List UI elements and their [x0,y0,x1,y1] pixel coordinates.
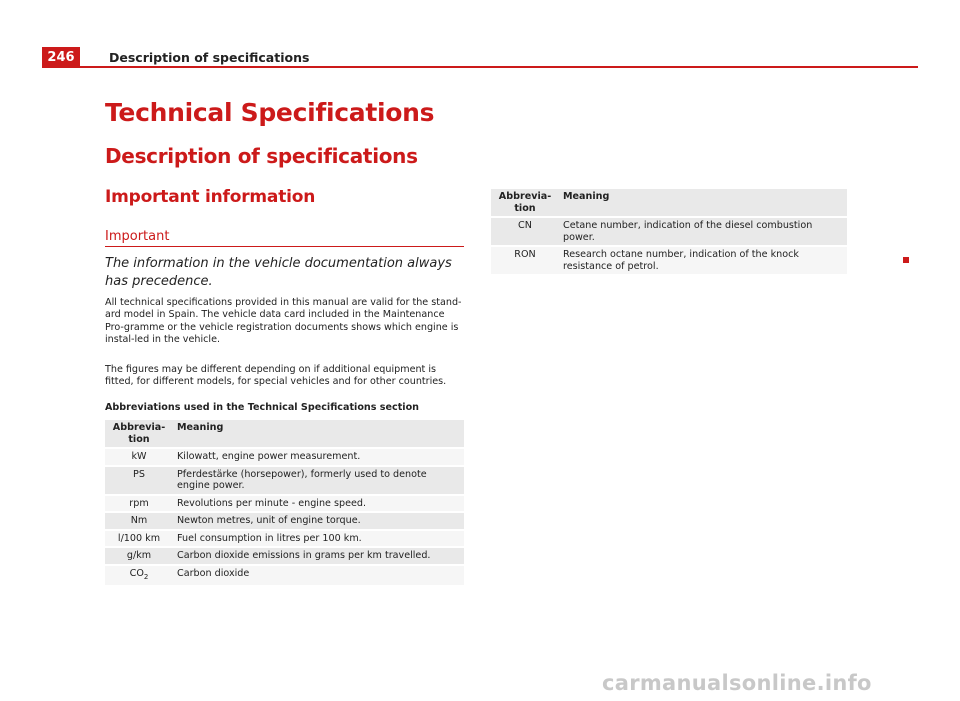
abbr-column-header: Abbrevia-tion [491,189,559,216]
abbr-cell [105,566,173,585]
abbr-column-header: Abbrevia-tion [105,420,173,447]
meaning-column-header: Meaning [173,420,464,447]
meaning-cell: Research octane number, indication of the knock resistance of petrol. [559,247,847,274]
abbr-co-subscript: 2 [143,572,149,581]
running-title: Description of specifications [109,50,310,65]
lead-text: The information in the vehicle documentation always has precedence. [105,256,452,289]
table-row [105,513,464,529]
table-row [105,531,464,547]
note-heading-rule [105,246,464,247]
abbr-cell: kW [105,449,173,465]
abbr-cell: g/km [105,548,173,564]
page-number: 246 [42,47,80,68]
abbr-co-text: CO [129,567,144,579]
table-header-row [105,420,464,447]
page-title: Technical Specifications [105,98,435,127]
table-row [105,467,464,494]
abbr-cell: RON [491,247,559,274]
meaning-cell: Newton metres, unit of engine torque. [173,513,464,529]
abbreviations-table [105,418,464,587]
abbr-cell: CN [491,218,559,245]
meaning-cell: Cetane number, indication of the diesel combustion power. [559,218,847,245]
table-row [105,548,464,564]
abbr-cell: PS [105,467,173,494]
meaning-cell: Revolutions per minute - engine speed. [173,496,464,512]
abbreviations-heading: Abbreviations used in the Technical Specifications section [105,402,420,413]
abbr-cell: Nm [105,513,173,529]
note-heading: Important [105,229,170,244]
meaning-cell: Carbon dioxide [173,566,464,585]
meaning-cell: Carbon dioxide emissions in grams per km travelled. [173,548,464,564]
table-row [105,496,464,512]
abbreviations-table-continued [491,187,847,276]
table-row [105,449,464,465]
abbr-cell: l/100 km [105,531,173,547]
meaning-cell: Pferdestärke (horsepower), formerly used to denote engine power. [173,467,464,494]
subsection-title: Important information [105,187,316,207]
table-row [491,218,847,245]
table-row [491,247,847,274]
paragraph-2: The figures may be different depending on if additional equipment is fitted, for different models, for special vehicles and for other countries. [105,364,447,388]
meaning-cell: Kilowatt, engine power measurement. [173,449,464,465]
meaning-cell: Fuel consumption in litres per 100 km. [173,531,464,547]
meaning-column-header: Meaning [559,189,847,216]
header-rule [42,66,918,68]
paragraph-1: All technical specifications provided in this manual are valid for the stand-ard model in Spain. The vehicle data card included in the Maintenance Pro-gramme or the vehicle registration documents shows which engine is instal-led in the vehicle. [105,297,462,345]
watermark: carmanualsonline.info [602,671,872,695]
table-header-row [491,189,847,216]
table-row [105,566,464,585]
section-end-marker [903,257,909,263]
section-title: Description of specifications [105,144,418,168]
abbr-cell: rpm [105,496,173,512]
